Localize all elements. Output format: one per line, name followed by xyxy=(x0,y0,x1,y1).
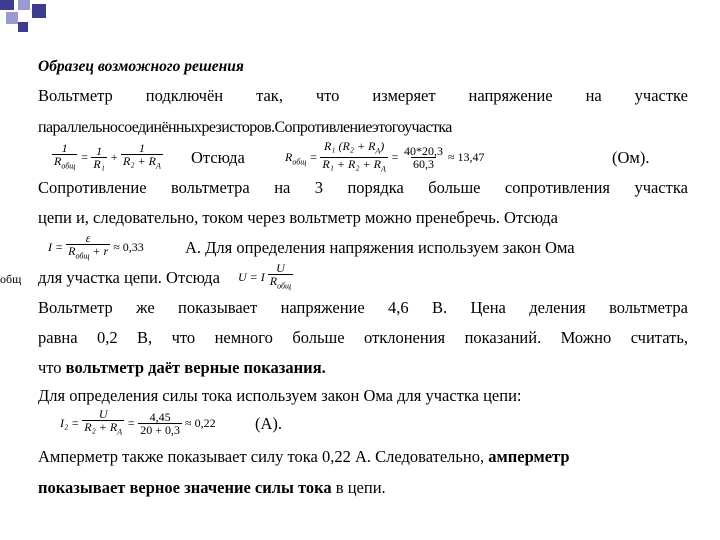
equation-current-2: I₂ = $\frac{U}{R_2 + R_A}$ = $\frac{4,45}{20 + 0,3}$ ≈ 0,22 xyxy=(60,407,216,437)
unit-ampere: (А). xyxy=(255,414,283,433)
word: участке xyxy=(634,86,688,105)
conclusion-current: показывает верное значение силы тока xyxy=(38,478,332,497)
side-label: общ xyxy=(0,272,22,286)
p4-line2 xyxy=(38,328,688,348)
word: 0,2 xyxy=(96,328,118,347)
p4-line1 xyxy=(38,298,688,318)
word: В, xyxy=(137,328,153,347)
text: что xyxy=(38,358,66,377)
word: отклонения xyxy=(363,328,446,347)
word: сопротивления xyxy=(504,178,611,197)
word: напряжение xyxy=(468,86,553,105)
p6-line1 xyxy=(38,447,688,467)
p1-line2: параллельносоединённыхрезисторов.Сопротивлениеэтогоучастка xyxy=(38,119,452,136)
word: показывает xyxy=(178,298,258,317)
p5-line: Для определения силы тока используем закон Ома для участка цепи: xyxy=(38,386,522,405)
word: немного xyxy=(214,328,273,347)
word: подключён xyxy=(145,86,224,105)
word-otsyuda: Отсюда xyxy=(191,148,245,167)
word: что xyxy=(171,328,196,347)
conclusion-voltmeter: вольтметр даёт верные показания. xyxy=(65,358,326,377)
conclusion-ammeter: амперметр xyxy=(488,447,570,466)
word: показаний. xyxy=(464,328,542,347)
word: так, xyxy=(256,86,283,105)
equation-voltage: U = I $\frac{U}{R_{общ}}$ xyxy=(238,261,292,291)
text: в цепи. xyxy=(331,478,386,497)
word: Вольтметр xyxy=(38,298,113,317)
word: Можно xyxy=(560,328,612,347)
p4-line3 xyxy=(38,358,688,378)
word: больше xyxy=(428,178,481,197)
p1-line1 xyxy=(38,86,688,106)
unit-ohm: (Ом). xyxy=(612,148,650,167)
word: напряжение xyxy=(280,298,365,317)
word: В. xyxy=(432,298,448,317)
word: что xyxy=(315,86,340,105)
word: Цена xyxy=(470,298,506,317)
text: Амперметр также показывает силу тока 0,22 А. Следовательно, xyxy=(38,447,489,466)
word: Сопротивление xyxy=(38,178,147,197)
equation-current: I = $\frac{\varepsilon}{R_{общ} + r}$ ≈ 0,33 xyxy=(48,231,144,261)
word: деления xyxy=(529,298,586,317)
eq2-tail: А. Для определения напряжения используем закон Ома xyxy=(185,238,575,257)
word: больше xyxy=(292,328,345,347)
word: измеряет xyxy=(372,86,436,105)
equation-conductance: $\frac{1}{R_{общ}}$ = $\frac{1}{\text{R₁}}$ + $\frac{1}{R_2 + R_A}$ xyxy=(54,141,161,171)
word: 3 xyxy=(314,178,324,197)
p2-line1 xyxy=(38,178,688,198)
slide-title: Образец возможного решения xyxy=(38,58,244,75)
equation-resistance: $R_{общ}$ = $\frac{R_1 (R_2 + R_A)}{R_1 + R_2 + R_A}$ = $\frac{40*20,3}{60,3}$ ≈ 13,47 xyxy=(285,139,485,174)
word: равна xyxy=(38,328,78,347)
word: вольтметра xyxy=(170,178,250,197)
word: считать, xyxy=(630,328,688,347)
word: же xyxy=(136,298,155,317)
p3-line: для участка цепи. Отсюда xyxy=(38,268,220,287)
word: Вольтметр xyxy=(38,86,113,105)
word: вольтметра xyxy=(609,298,688,317)
word: на xyxy=(585,86,602,105)
word: на xyxy=(274,178,291,197)
word: 4,6 xyxy=(388,298,409,317)
word: порядка xyxy=(347,178,404,197)
word: участка xyxy=(634,178,688,197)
p6-line2 xyxy=(38,478,688,498)
p2-line2: цепи и, следовательно, током через вольтметр можно пренебречь. Отсюда xyxy=(38,208,558,227)
